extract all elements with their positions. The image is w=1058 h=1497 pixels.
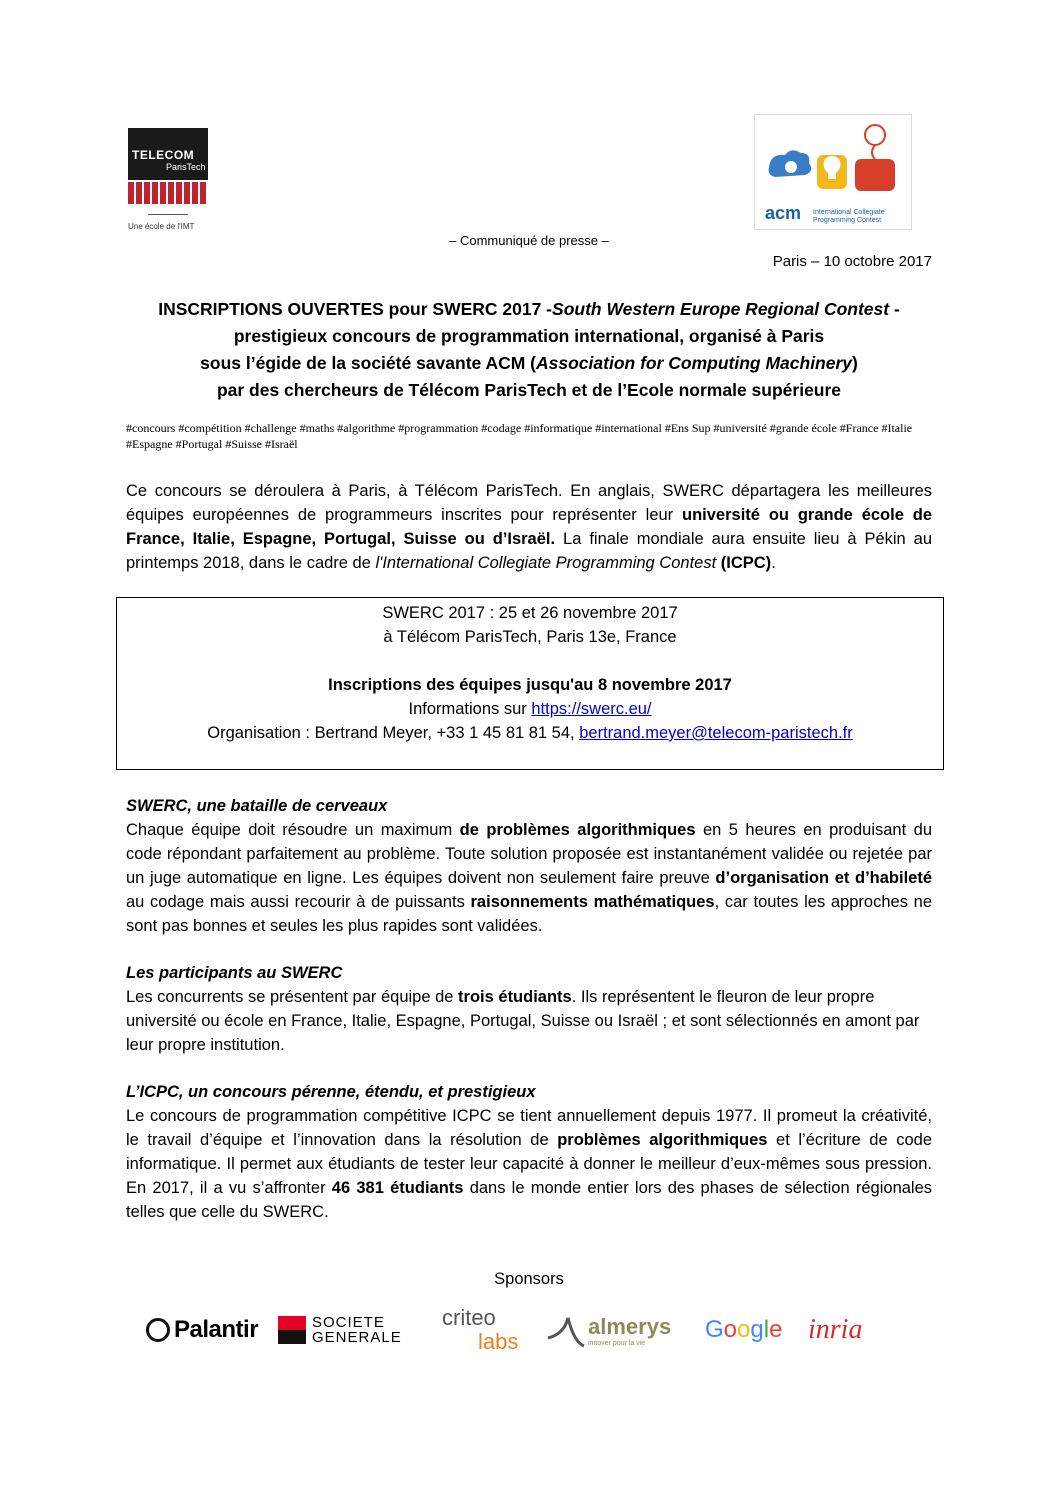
section-heading: L’ICPC, un concours pérenne, étendu, et prestigieux (126, 1083, 536, 1101)
info-line: Informations sur https://swerc.eu/ (408, 700, 652, 718)
criteo-labs-logo: criteo labs (442, 1305, 519, 1354)
paristech-logo-text: ParisTech (166, 162, 206, 172)
section-heading: Les participants au SWERC (126, 964, 343, 982)
section-bataille: SWERC, une bataille de cerveaux Chaque équipe doit résoudre un maximum de problèmes algorithmiques en 5 heures en produisant du code répondant parfaitement au problème. Toute solution proposée est instantanément validée ou rejetée par un juge automatique en ligne. Les équipes doivent non seulement faire preuve d’organisation et d’habileté au codage mais aussi recourir à de puissants raisonnements mathématiques, car toutes les approches ne sont pas bonnes et seules les plus rapides sont validées. (126, 794, 932, 938)
intro-paragraph: Ce concours se déroulera à Paris, à Télécom ParisTech. En anglais, SWERC départagera les meilleures équipes européennes de programmeurs inscrites pour représenter leur université ou grande école de France, Italie, Espagne, Portugal, Suisse ou d’Israël. La finale mondiale aura ensuite lieu à Pékin au printemps 2018, dans le cadre de l'International Collegiate Programming Contest (ICPC). (126, 482, 933, 572)
hashtags: #concours #compétition #challenge #maths #algorithme #programmation #codage #informatique #international #Ens Sup #université #grande école #France #Italie #Espagne #Portugal #Suisse #Israël (126, 421, 913, 451)
google-logo: Google (705, 1316, 783, 1343)
registration-deadline: Inscriptions des équipes jusqu'au 8 novembre 2017 (328, 676, 732, 694)
telecom-logo-text: TELECOM (132, 148, 195, 162)
acm-logo-text: acm (765, 203, 802, 223)
event-info-box (116, 597, 944, 770)
acm-logo-subtitle: International Collegiate Programming Contest (813, 209, 885, 224)
societe-generale-icon (278, 1316, 306, 1344)
organisation-line: Organisation : Bertrand Meyer, +33 1 45 81 81 54, bertrand.meyer@telecom-paristech.fr (207, 724, 853, 742)
acm-icpc-icon (755, 115, 911, 205)
swerc-website-link[interactable]: https://swerc.eu/ (531, 700, 652, 718)
event-location: à Télécom ParisTech, Paris 13e, France (383, 628, 677, 646)
event-dates: SWERC 2017 : 25 et 26 novembre 2017 (382, 604, 678, 622)
organizer-email-link[interactable]: bertrand.meyer@telecom-paristech.fr (579, 724, 853, 742)
press-release-label: – Communiqué de presse – (449, 233, 609, 248)
palantir-icon (146, 1318, 170, 1342)
section-participants: Les participants au SWERC Les concurrents se présentent par équipe de trois étudiants. Ils représentent le fleuron de leur propre université ou école en France, Italie, Espagne, Portugal, Suisse ou Israël ; et sont sélectionnés en amont par leur propre institution. (126, 961, 932, 1057)
almerys-logo: almerys innover pour la vie (544, 1300, 671, 1360)
telecom-logo-subtitle: Une école de l'IMT (128, 222, 195, 231)
headline: INSCRIPTIONS OUVERTES pour SWERC 2017 -South Western Europe Regional Contest - prestigieux concours de programmation international, organisé à Paris sous l’égide de la société savante ACM (Association for Computing Machinery) par des chercheurs de Télécom ParisTech et de l’Ecole normale supérieure (158, 299, 900, 400)
inria-logo: inria (808, 1314, 863, 1345)
sponsors-title: Sponsors (494, 1270, 564, 1288)
section-heading: SWERC, une bataille de cerveaux (126, 797, 388, 815)
acm-icpc-logo (754, 114, 912, 230)
telecom-paristech-logo (128, 128, 208, 212)
section-icpc: L’ICPC, un concours pérenne, étendu, et prestigieux Le concours de programmation compétitive ICPC se tient annuellement depuis 1977. Il promeut la créativité, le travail d’équipe et l’innovation dans la résolution de problèmes algorithmiques et l’écriture de code informatique. Il permet aux étudiants de tester leur capacité à donner le meilleur d’eux-mêmes sous pression. En 2017, il a vu s’affronter 46 381 étudiants dans le monde entier lors des phases de sélection régionales telles que celle du SWERC. (126, 1080, 932, 1224)
release-date: Paris – 10 octobre 2017 (772, 253, 932, 270)
palantir-logo: Palantir (146, 1300, 258, 1360)
almerys-icon (544, 1308, 588, 1352)
societe-generale-logo: SOCIETE GENERALE (278, 1300, 402, 1360)
